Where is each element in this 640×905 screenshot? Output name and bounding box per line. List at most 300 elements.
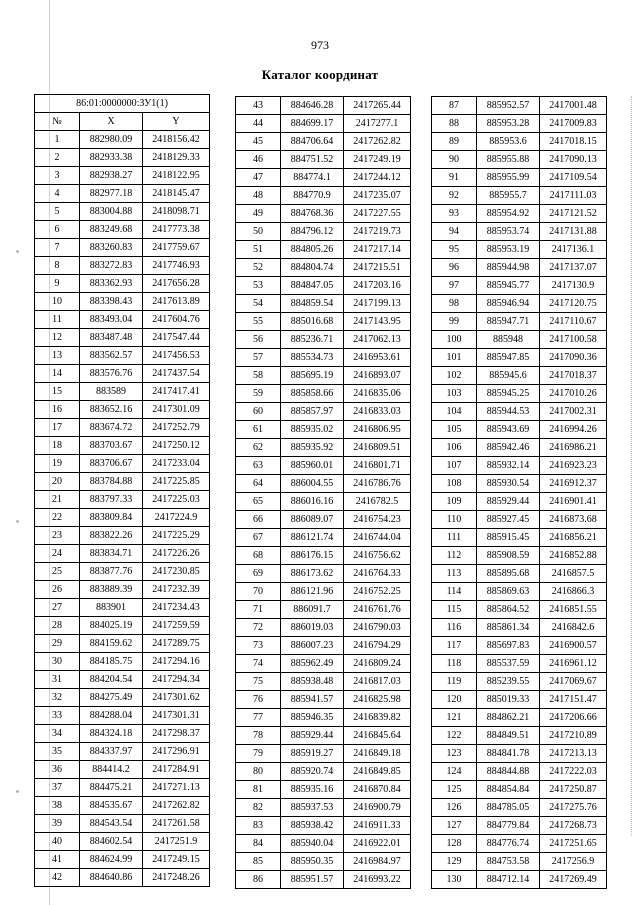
point-number: 105 xyxy=(432,421,477,439)
coord-x: 884624.99 xyxy=(80,851,143,869)
coord-x: 885869.63 xyxy=(477,583,540,601)
point-number: 71 xyxy=(236,601,281,619)
scan-edge xyxy=(631,96,640,836)
coord-x: 885930.54 xyxy=(477,475,540,493)
coord-x: 885947.85 xyxy=(477,349,540,367)
coord-y: 2417233.04 xyxy=(143,455,210,473)
coord-y: 2417130.9 xyxy=(540,277,607,295)
coord-x: 884025.19 xyxy=(80,617,143,635)
point-number: 6 xyxy=(35,221,80,239)
point-number: 14 xyxy=(35,365,80,383)
coord-y: 2417250.12 xyxy=(143,437,210,455)
coord-x: 884751.52 xyxy=(281,151,344,169)
coord-y: 2417261.58 xyxy=(143,815,210,833)
coord-x: 884796.12 xyxy=(281,223,344,241)
table-row xyxy=(35,815,210,833)
point-number: 29 xyxy=(35,635,80,653)
table-row xyxy=(35,221,210,239)
table-row xyxy=(432,691,607,709)
table-row xyxy=(432,871,607,889)
table-row xyxy=(432,817,607,835)
coord-x: 883576.76 xyxy=(80,365,143,383)
table-row xyxy=(432,313,607,331)
coord-x: 884414.2 xyxy=(80,761,143,779)
coord-y: 2417656.28 xyxy=(143,275,210,293)
table-row xyxy=(236,691,411,709)
point-number: 94 xyxy=(432,223,477,241)
table-row xyxy=(35,293,210,311)
table-row xyxy=(432,763,607,781)
table-row xyxy=(236,493,411,511)
coord-y: 2417248.26 xyxy=(143,869,210,887)
coord-x: 883249.68 xyxy=(80,221,143,239)
point-number: 101 xyxy=(432,349,477,367)
point-number: 77 xyxy=(236,709,281,727)
coord-y: 2418129.33 xyxy=(143,149,210,167)
table-row xyxy=(432,331,607,349)
coord-y: 2416852.88 xyxy=(540,547,607,565)
coord-x: 884646.28 xyxy=(281,97,344,115)
coord-y: 2417002.31 xyxy=(540,403,607,421)
coord-x: 885953.74 xyxy=(477,223,540,241)
point-number: 67 xyxy=(236,529,281,547)
coord-y: 2416849.85 xyxy=(344,763,411,781)
point-number: 43 xyxy=(236,97,281,115)
coord-x: 885945.6 xyxy=(477,367,540,385)
point-number: 128 xyxy=(432,835,477,853)
point-number: 2 xyxy=(35,149,80,167)
coord-x: 885935.02 xyxy=(281,421,344,439)
point-number: 99 xyxy=(432,313,477,331)
point-number: 70 xyxy=(236,583,281,601)
table-row xyxy=(35,761,210,779)
coord-y: 2417219.73 xyxy=(344,223,411,241)
table-row xyxy=(236,331,411,349)
coord-y: 2417213.13 xyxy=(540,745,607,763)
coord-x: 885895.68 xyxy=(477,565,540,583)
table-row xyxy=(236,133,411,151)
point-number: 11 xyxy=(35,311,80,329)
point-number: 36 xyxy=(35,761,80,779)
coord-y: 2416752.25 xyxy=(344,583,411,601)
point-number: 112 xyxy=(432,547,477,565)
table-row xyxy=(236,367,411,385)
coord-y: 2418122.95 xyxy=(143,167,210,185)
point-number: 44 xyxy=(236,115,281,133)
coord-x: 885944.53 xyxy=(477,403,540,421)
coord-x: 883562.57 xyxy=(80,347,143,365)
coord-y: 2417252.79 xyxy=(143,419,210,437)
coord-y: 2416870.84 xyxy=(344,781,411,799)
coord-x: 882933.38 xyxy=(80,149,143,167)
point-number: 55 xyxy=(236,313,281,331)
coord-x: 884712.14 xyxy=(477,871,540,889)
point-number: 121 xyxy=(432,709,477,727)
coord-y: 2416986.21 xyxy=(540,439,607,457)
table-row xyxy=(236,799,411,817)
table-row xyxy=(432,727,607,745)
coord-x: 884640.86 xyxy=(80,869,143,887)
coord-x: 883784.88 xyxy=(80,473,143,491)
point-number: 63 xyxy=(236,457,281,475)
point-number: 111 xyxy=(432,529,477,547)
point-number: 106 xyxy=(432,439,477,457)
coord-x: 885955.88 xyxy=(477,151,540,169)
coord-y: 2417110.67 xyxy=(540,313,607,331)
coord-y: 2416851.55 xyxy=(540,601,607,619)
coord-x: 885861.34 xyxy=(477,619,540,637)
coord-y: 2417226.26 xyxy=(143,545,210,563)
coord-y: 2416790.03 xyxy=(344,619,411,637)
table-row xyxy=(432,709,607,727)
table-row xyxy=(35,365,210,383)
coord-x: 885941.57 xyxy=(281,691,344,709)
coord-x: 883889.39 xyxy=(80,581,143,599)
point-number: 46 xyxy=(236,151,281,169)
coord-y: 2416744.04 xyxy=(344,529,411,547)
table-row xyxy=(236,601,411,619)
coord-y: 2416922.01 xyxy=(344,835,411,853)
point-number: 78 xyxy=(236,727,281,745)
coord-x: 885938.42 xyxy=(281,817,344,835)
table-row xyxy=(236,223,411,241)
coord-y: 2417232.39 xyxy=(143,581,210,599)
header-x: X xyxy=(80,113,143,131)
coord-y: 2417062.13 xyxy=(344,331,411,349)
table-row xyxy=(236,421,411,439)
table-row xyxy=(236,241,411,259)
point-number: 65 xyxy=(236,493,281,511)
table-row xyxy=(432,583,607,601)
coord-y: 2416817.03 xyxy=(344,673,411,691)
point-number: 62 xyxy=(236,439,281,457)
coord-y: 2417275.76 xyxy=(540,799,607,817)
coord-x: 884275.49 xyxy=(80,689,143,707)
table-row xyxy=(236,349,411,367)
coord-x: 885946.35 xyxy=(281,709,344,727)
coord-x: 885935.92 xyxy=(281,439,344,457)
table-row xyxy=(432,439,607,457)
point-number: 56 xyxy=(236,331,281,349)
point-number: 98 xyxy=(432,295,477,313)
coord-x: 884535.67 xyxy=(80,797,143,815)
coord-x: 885920.74 xyxy=(281,763,344,781)
coord-x: 884859.54 xyxy=(281,295,344,313)
coord-y: 2417746.93 xyxy=(143,257,210,275)
point-number: 34 xyxy=(35,725,80,743)
coord-y: 2417217.14 xyxy=(344,241,411,259)
coord-x: 884324.18 xyxy=(80,725,143,743)
coord-y: 2418145.47 xyxy=(143,185,210,203)
coord-y: 2416833.03 xyxy=(344,403,411,421)
table-row xyxy=(432,673,607,691)
point-number: 20 xyxy=(35,473,80,491)
point-number: 26 xyxy=(35,581,80,599)
coord-y: 2416761.76 xyxy=(344,601,411,619)
table-row xyxy=(432,133,607,151)
table-row xyxy=(35,833,210,851)
coord-y: 2417235.07 xyxy=(344,187,411,205)
table-row xyxy=(35,545,210,563)
table-row xyxy=(432,97,607,115)
point-number: 85 xyxy=(236,853,281,871)
table-row xyxy=(236,727,411,745)
coord-x: 884774.1 xyxy=(281,169,344,187)
header-y: Y xyxy=(143,113,210,131)
table-row xyxy=(432,781,607,799)
point-number: 92 xyxy=(432,187,477,205)
coord-x: 885937.53 xyxy=(281,799,344,817)
table-row xyxy=(35,491,210,509)
table-row xyxy=(35,527,210,545)
coord-y: 2416900.57 xyxy=(540,637,607,655)
point-number: 89 xyxy=(432,133,477,151)
page-number: 973 xyxy=(311,38,329,52)
table-row xyxy=(236,763,411,781)
point-number: 60 xyxy=(236,403,281,421)
coord-x: 885938.48 xyxy=(281,673,344,691)
coord-x: 884337.97 xyxy=(80,743,143,761)
point-number: 123 xyxy=(432,745,477,763)
coord-x: 885857.97 xyxy=(281,403,344,421)
table-row xyxy=(432,277,607,295)
coord-x: 884475.21 xyxy=(80,779,143,797)
table-row xyxy=(236,439,411,457)
coord-x: 883004.88 xyxy=(80,203,143,221)
coord-y: 2417417.41 xyxy=(143,383,210,401)
point-number: 32 xyxy=(35,689,80,707)
point-number: 126 xyxy=(432,799,477,817)
table-row xyxy=(432,187,607,205)
coord-x: 885915.45 xyxy=(477,529,540,547)
point-number: 25 xyxy=(35,563,80,581)
point-number: 5 xyxy=(35,203,80,221)
punch-mark xyxy=(16,790,19,793)
table-row xyxy=(35,509,210,527)
point-number: 108 xyxy=(432,475,477,493)
coord-y: 2417203.16 xyxy=(344,277,411,295)
coord-x: 884844.88 xyxy=(477,763,540,781)
table-row xyxy=(35,167,210,185)
table-row xyxy=(35,455,210,473)
coord-x: 883822.26 xyxy=(80,527,143,545)
coord-x: 884785.05 xyxy=(477,799,540,817)
point-number: 90 xyxy=(432,151,477,169)
table-row xyxy=(236,745,411,763)
coord-y: 2416794.29 xyxy=(344,637,411,655)
coord-y: 2418098.71 xyxy=(143,203,210,221)
coord-x: 883706.67 xyxy=(80,455,143,473)
coord-y: 2416953.61 xyxy=(344,349,411,367)
coord-x: 886121.96 xyxy=(281,583,344,601)
table-row xyxy=(432,493,607,511)
point-number: 35 xyxy=(35,743,80,761)
coord-y: 2417269.49 xyxy=(540,871,607,889)
coord-x: 885236.71 xyxy=(281,331,344,349)
table-row xyxy=(35,383,210,401)
point-number: 16 xyxy=(35,401,80,419)
coord-y: 2417294.16 xyxy=(143,653,210,671)
coord-x: 884753.58 xyxy=(477,853,540,871)
coord-y: 2417259.59 xyxy=(143,617,210,635)
coord-y: 2416786.76 xyxy=(344,475,411,493)
table-row xyxy=(432,529,607,547)
point-number: 10 xyxy=(35,293,80,311)
coord-x: 885942.46 xyxy=(477,439,540,457)
coord-x: 885864.52 xyxy=(477,601,540,619)
coord-y: 2417301.62 xyxy=(143,689,210,707)
point-number: 79 xyxy=(236,745,281,763)
coord-x: 884288.04 xyxy=(80,707,143,725)
coord-x: 884768.36 xyxy=(281,205,344,223)
table-row xyxy=(236,547,411,565)
point-number: 49 xyxy=(236,205,281,223)
coord-x: 885932.14 xyxy=(477,457,540,475)
point-number: 9 xyxy=(35,275,80,293)
coord-x: 885908.59 xyxy=(477,547,540,565)
point-number: 15 xyxy=(35,383,80,401)
coord-y: 2417256.9 xyxy=(540,853,607,871)
point-number: 96 xyxy=(432,259,477,277)
coord-y: 2416901.41 xyxy=(540,493,607,511)
point-number: 59 xyxy=(236,385,281,403)
coord-x: 883703.67 xyxy=(80,437,143,455)
point-number: 114 xyxy=(432,583,477,601)
table-row xyxy=(236,313,411,331)
table-row xyxy=(432,601,607,619)
table-row xyxy=(35,311,210,329)
page-title: Каталог координат xyxy=(261,67,379,82)
coord-x: 885946.94 xyxy=(477,295,540,313)
table-row xyxy=(236,871,411,889)
coord-x: 885952.57 xyxy=(477,97,540,115)
table-row xyxy=(432,223,607,241)
table-row xyxy=(236,817,411,835)
point-number: 54 xyxy=(236,295,281,313)
point-number: 53 xyxy=(236,277,281,295)
table-row xyxy=(35,689,210,707)
coord-y: 2416857.5 xyxy=(540,565,607,583)
coord-y: 2416842.6 xyxy=(540,619,607,637)
coordinate-table-1 xyxy=(34,94,210,887)
coord-x: 883272.83 xyxy=(80,257,143,275)
coord-y: 2416756.62 xyxy=(344,547,411,565)
table-row xyxy=(35,581,210,599)
coord-x: 884706.64 xyxy=(281,133,344,151)
coord-x: 884847.05 xyxy=(281,277,344,295)
point-number: 104 xyxy=(432,403,477,421)
point-number: 122 xyxy=(432,727,477,745)
point-number: 61 xyxy=(236,421,281,439)
table-row xyxy=(35,347,210,365)
table-row xyxy=(236,187,411,205)
point-number: 40 xyxy=(35,833,80,851)
point-number: 115 xyxy=(432,601,477,619)
table-row xyxy=(236,835,411,853)
coord-x: 884185.75 xyxy=(80,653,143,671)
point-number: 127 xyxy=(432,817,477,835)
coord-x: 883797.33 xyxy=(80,491,143,509)
table-row xyxy=(35,257,210,275)
coord-x: 883493.04 xyxy=(80,311,143,329)
table-row xyxy=(236,565,411,583)
point-number: 23 xyxy=(35,527,80,545)
coord-x: 885955.99 xyxy=(477,169,540,187)
coord-y: 2417210.89 xyxy=(540,727,607,745)
coord-y: 2417225.03 xyxy=(143,491,210,509)
point-number: 76 xyxy=(236,691,281,709)
coord-x: 886004.55 xyxy=(281,475,344,493)
point-number: 124 xyxy=(432,763,477,781)
table-row xyxy=(236,115,411,133)
point-number: 91 xyxy=(432,169,477,187)
coord-y: 2417222.03 xyxy=(540,763,607,781)
table-row xyxy=(236,169,411,187)
coord-y: 2417143.95 xyxy=(344,313,411,331)
table-row xyxy=(236,781,411,799)
point-number: 7 xyxy=(35,239,80,257)
table-row xyxy=(35,473,210,491)
coord-y: 2417289.75 xyxy=(143,635,210,653)
coord-y: 2417100.58 xyxy=(540,331,607,349)
coord-y: 2416839.82 xyxy=(344,709,411,727)
coord-y: 2417136.1 xyxy=(540,241,607,259)
coord-x: 886091.7 xyxy=(281,601,344,619)
table-row xyxy=(432,655,607,673)
table-row xyxy=(35,275,210,293)
table-row xyxy=(35,149,210,167)
coord-y: 2417271.13 xyxy=(143,779,210,797)
coord-y: 2416809.51 xyxy=(344,439,411,457)
coord-y: 2417001.48 xyxy=(540,97,607,115)
coord-y: 2416993.22 xyxy=(344,871,411,889)
table-row xyxy=(236,655,411,673)
point-number: 125 xyxy=(432,781,477,799)
point-number: 4 xyxy=(35,185,80,203)
point-number: 118 xyxy=(432,655,477,673)
point-number: 100 xyxy=(432,331,477,349)
coord-y: 2417018.37 xyxy=(540,367,607,385)
point-number: 13 xyxy=(35,347,80,365)
coord-x: 883652.16 xyxy=(80,401,143,419)
coord-y: 2417069.67 xyxy=(540,673,607,691)
table-row xyxy=(35,869,210,887)
table-row xyxy=(35,779,210,797)
coord-y: 2418156.42 xyxy=(143,131,210,149)
coord-y: 2417137.07 xyxy=(540,259,607,277)
coord-x: 884204.54 xyxy=(80,671,143,689)
coord-x: 884770.9 xyxy=(281,187,344,205)
point-number: 27 xyxy=(35,599,80,617)
coord-y: 2416782.5 xyxy=(344,493,411,511)
coord-x: 884699.17 xyxy=(281,115,344,133)
coord-x: 884849.51 xyxy=(477,727,540,745)
coord-y: 2416806.95 xyxy=(344,421,411,439)
coord-x: 883362.93 xyxy=(80,275,143,293)
coord-x: 885954.92 xyxy=(477,205,540,223)
table-row xyxy=(236,295,411,313)
coord-x: 886121.74 xyxy=(281,529,344,547)
table-row xyxy=(236,403,411,421)
point-number: 129 xyxy=(432,853,477,871)
point-number: 119 xyxy=(432,673,477,691)
point-number: 81 xyxy=(236,781,281,799)
coord-y: 2417268.73 xyxy=(540,817,607,835)
coord-y: 2416893.07 xyxy=(344,367,411,385)
coord-y: 2417234.43 xyxy=(143,599,210,617)
coord-x: 884841.78 xyxy=(477,745,540,763)
point-number: 120 xyxy=(432,691,477,709)
